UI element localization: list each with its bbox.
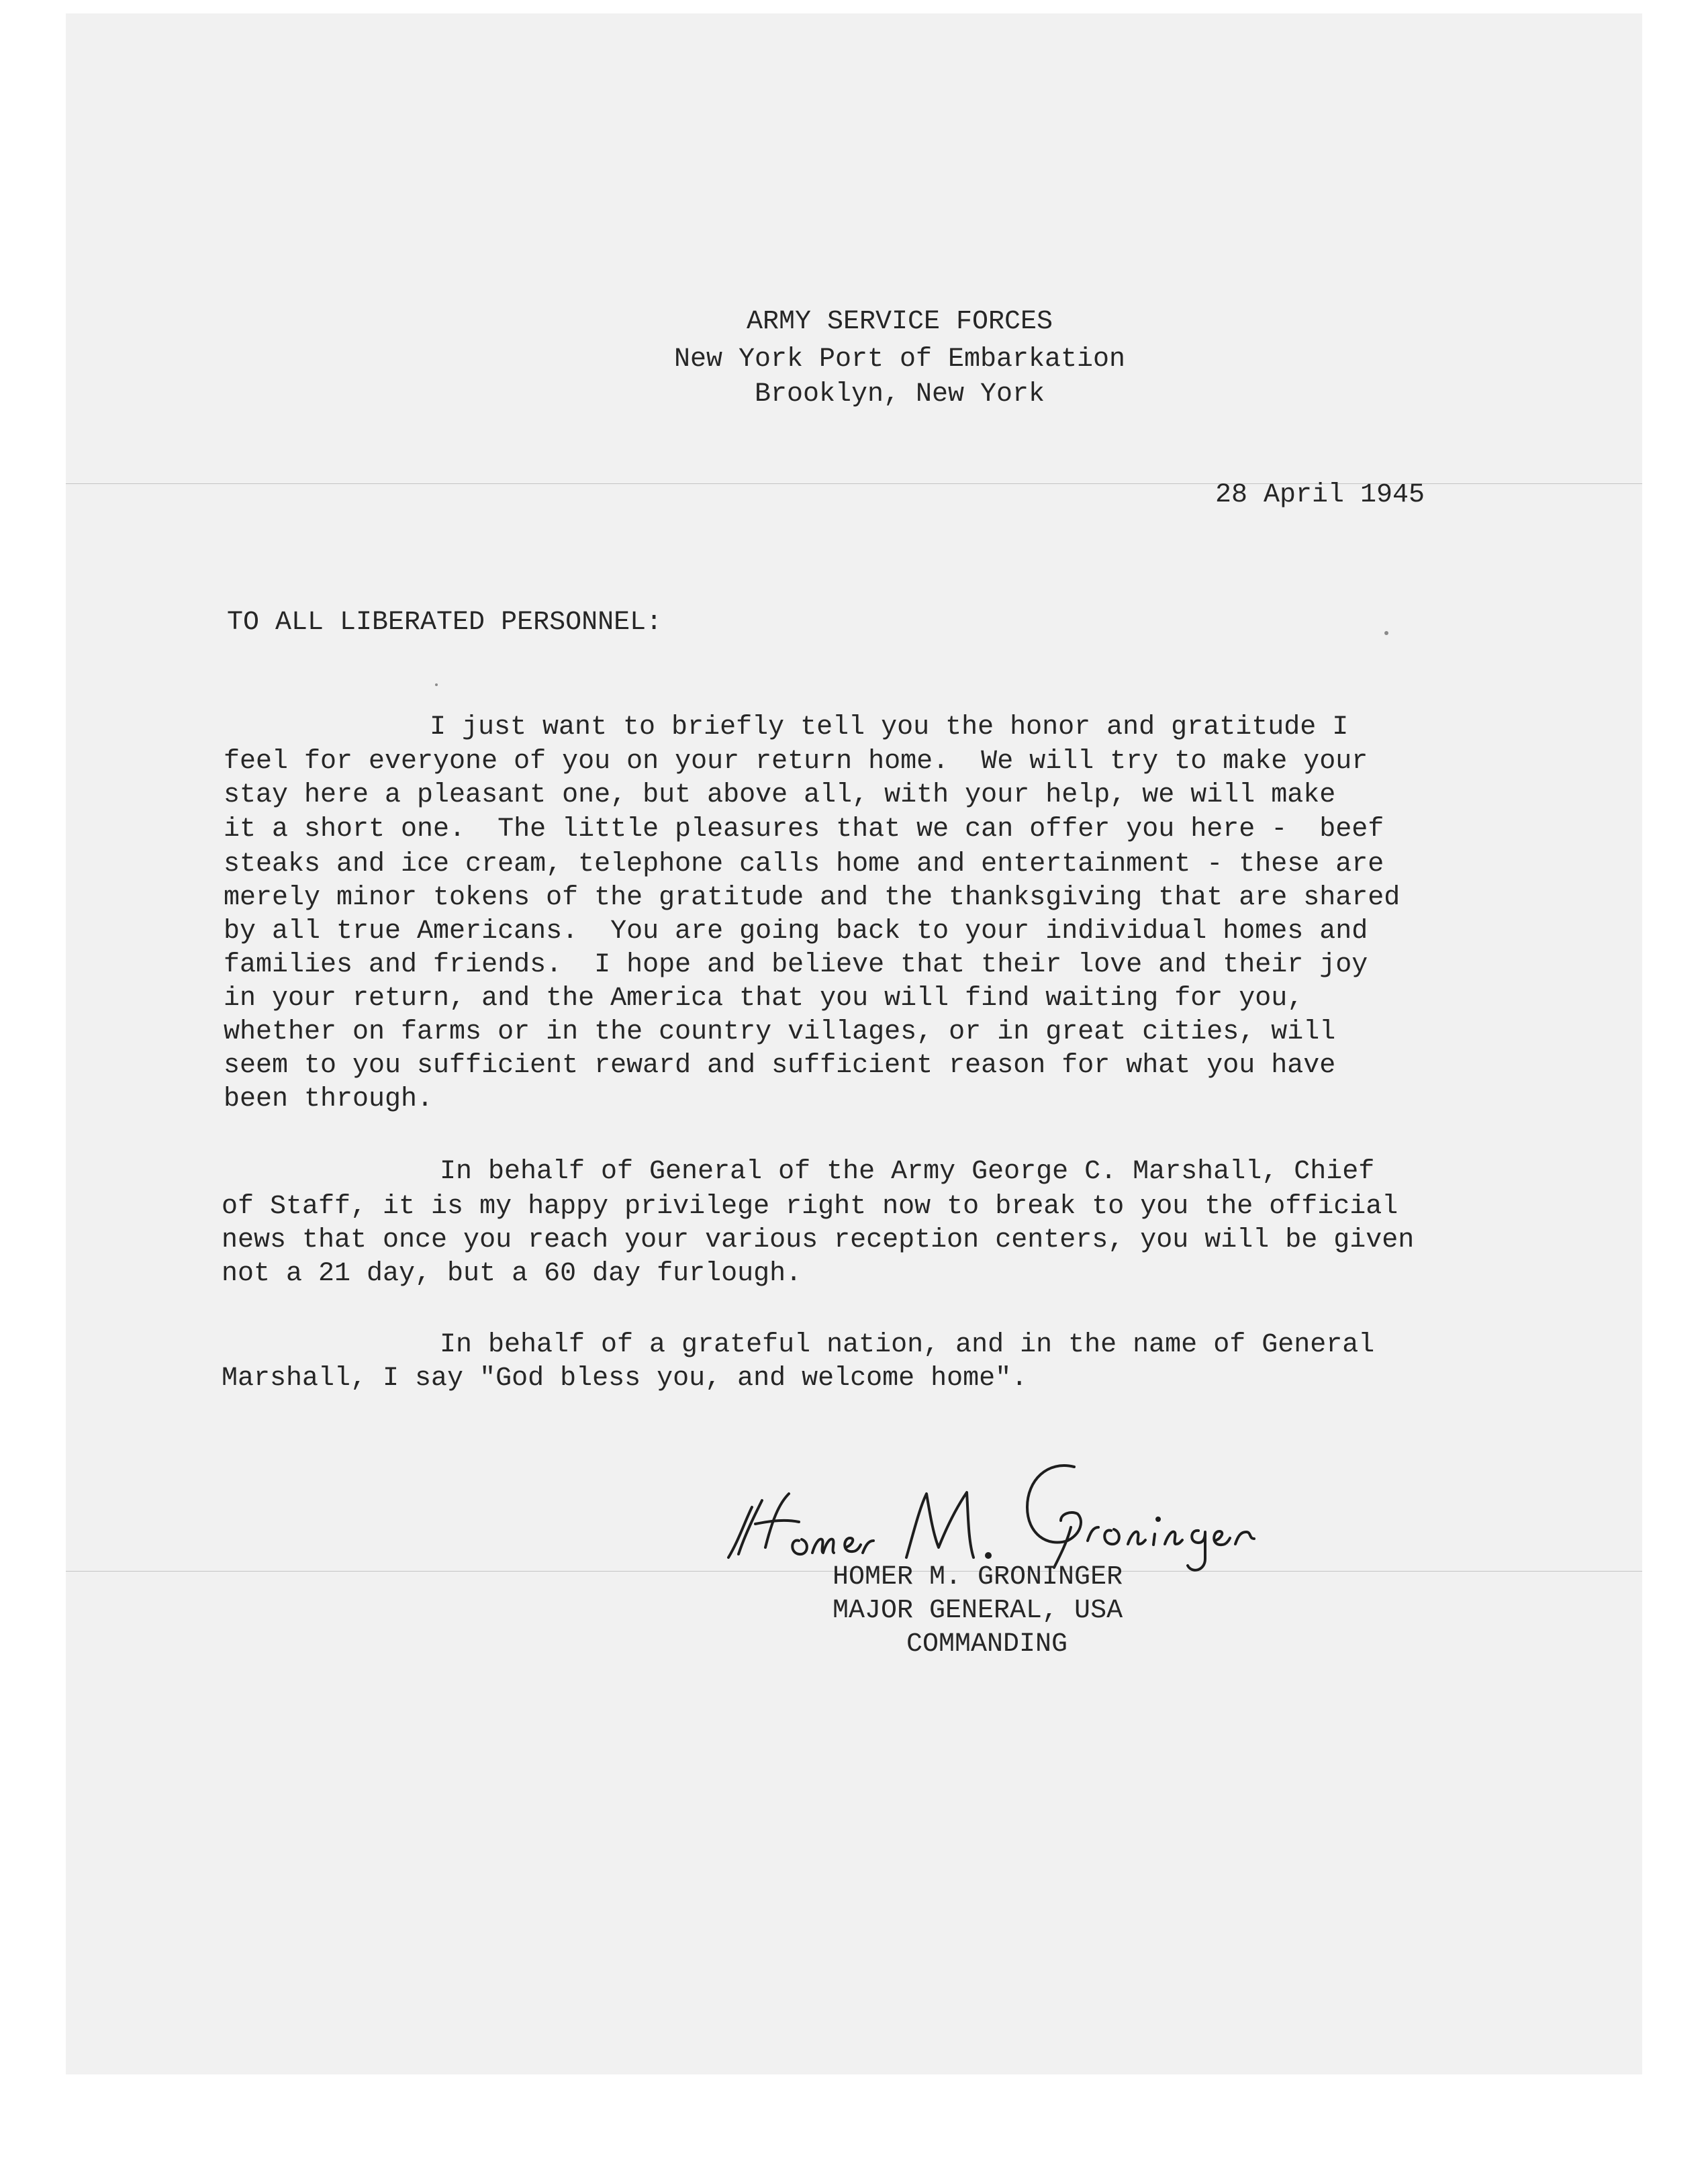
paragraph-line: seem to you sufficient reward and sufficient reason for what you have: [224, 1051, 1336, 1081]
paragraph-line: merely minor tokens of the gratitude and the thanksgiving that are shared: [224, 883, 1401, 913]
paragraph-line: it a short one. The little pleasures that we can offer you here - beef: [224, 814, 1384, 845]
paragraph-line: stay here a pleasant one, but above all, with your help, we will make: [224, 780, 1336, 810]
paragraph-line: been through.: [224, 1084, 434, 1114]
paragraph-line: news that once you reach your various reception centers, you will be given: [222, 1225, 1415, 1255]
paragraph-line: steaks and ice cream, telephone calls home and entertainment - these are: [224, 849, 1384, 879]
paragraph-line: not a 21 day, but a 60 day furlough.: [222, 1259, 802, 1289]
paragraph-line: by all true Americans. You are going back to your individual homes and: [224, 916, 1368, 947]
paragraph-line: In behalf of a grateful nation, and in the name of General: [440, 1330, 1375, 1360]
paragraph-line: in your return, and the America that you will find waiting for you,: [224, 983, 1304, 1014]
paragraph-line: of Staff, it is my happy privilege right now to break to you the official: [222, 1192, 1398, 1222]
letterhead-line-3: Brooklyn, New York: [754, 379, 1045, 410]
letterhead-line-1: ARMY SERVICE FORCES: [746, 307, 1053, 337]
paragraph-line: I just want to briefly tell you the honor and gratitude I: [430, 712, 1349, 742]
speck: [435, 683, 438, 686]
paragraph-line: feel for everyone of you on your return home. We will try to make your: [224, 747, 1368, 777]
speck: [1384, 631, 1388, 635]
paragraph-line: families and friends. I hope and believe that their love and their joy: [224, 950, 1368, 980]
salutation: TO ALL LIBERATED PERSONNEL:: [227, 608, 663, 638]
letter-date: 28 April 1945: [1215, 480, 1425, 510]
signer-name: HOMER M. GRONINGER: [833, 1562, 1123, 1592]
signer-rank: MAJOR GENERAL, USA: [833, 1596, 1123, 1626]
paragraph-line: In behalf of General of the Army George C. Marshall, Chief: [440, 1157, 1375, 1187]
signer-role: COMMANDING: [906, 1629, 1068, 1660]
letterhead-line-2: New York Port of Embarkation: [673, 344, 1126, 375]
paragraph-line: whether on farms or in the country villages, or in great cities, will: [224, 1017, 1336, 1047]
paragraph-line: Marshall, I say "God bless you, and welcome home".: [222, 1363, 1028, 1394]
